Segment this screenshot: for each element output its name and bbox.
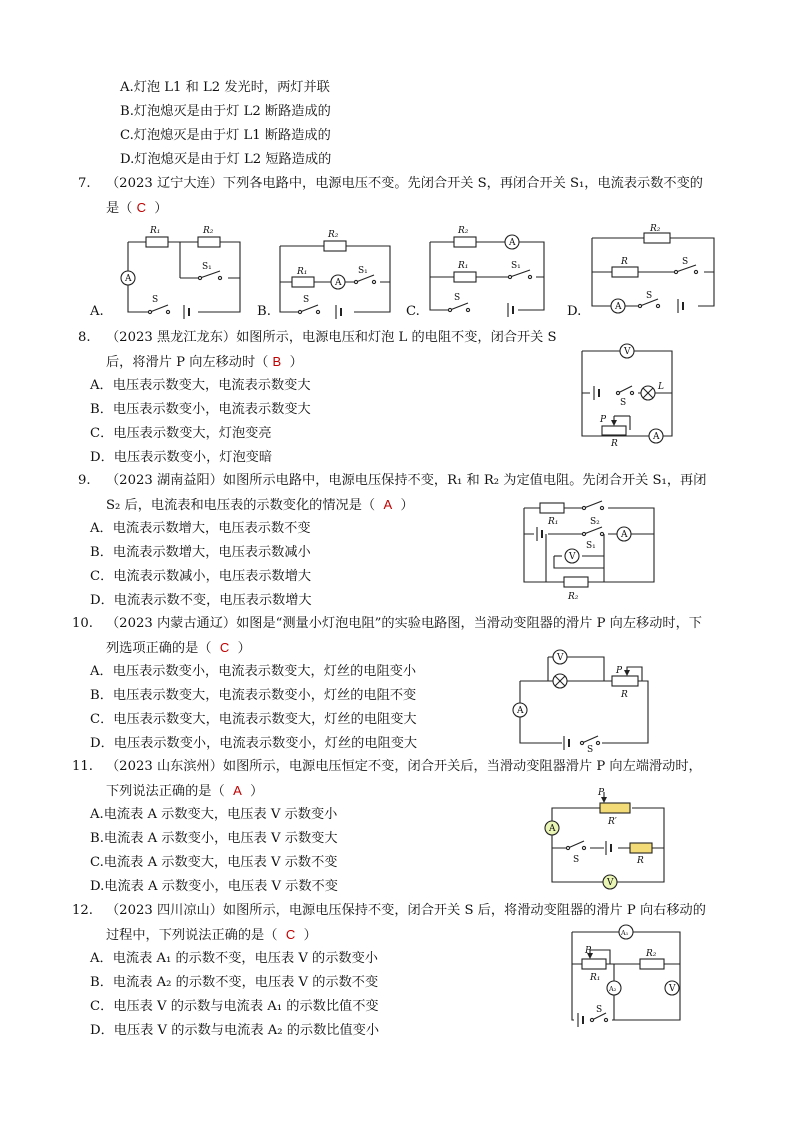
q9-stem-line2 [106,496,414,515]
q9-s1-label: S₁ [586,541,596,551]
q10-s-label: S [587,745,594,755]
q7c-r2-label: R₂ [458,226,469,236]
q8-option-c: C．电压表示数变大，灯泡变亮 [90,426,272,441]
q9-ammeter-label: A [621,530,628,540]
q11-r-label: R [637,856,644,866]
q7c-s-label: S [454,293,461,303]
q11-option-b: B.电流表 A 示数变小，电压表 V 示数变大 [90,831,338,846]
q10-answer: C [219,640,230,655]
q11-option-d: D.电流表 A 示数变小，电压表 V 示数不变 [90,879,338,894]
q11-stem-post: ） [250,784,264,799]
q7c-r1-label: R₁ [458,261,469,271]
q8-ammeter-label: A [653,432,660,442]
q12-r1-label: R₁ [590,973,601,983]
q12-voltmeter-label: V [669,984,676,994]
q12-a2-label: A₂ [609,985,617,993]
q9-circuit [514,496,662,602]
q6-option-c: C.灯泡熄灭是由于灯 L1 断路造成的 [120,128,331,143]
q7b-ammeter-label: A [335,278,342,288]
q12-stem-line2 [106,926,317,945]
q7c-ammeter-label: A [509,238,516,248]
q6-option-d: D.灯泡熄灭是由于灯 L2 短路造成的 [120,152,332,167]
q12-stem-post: ） [303,928,317,943]
q10-ammeter-label: A [517,706,524,716]
q8-stem-pre: 后，将滑片 P 向左移动时（ [106,355,269,370]
q10-stem-pre: 列选项正确的是（ [106,641,212,656]
q12-circuit [560,922,694,1030]
q7-circuit-a [108,220,244,320]
q10-r-label: R [621,690,628,700]
q7-circuit-d [582,222,722,318]
q8-r-label: R [611,439,618,449]
q10-option-b: B．电压表示数变大，电流表示数变小，灯丝的电阻不变 [90,688,417,703]
q10-circuit [508,645,658,753]
q12-answer: C [285,927,296,942]
q10-stem-line2 [106,639,251,658]
q9-option-a: A．电流表示数增大，电压表示数不变 [90,521,311,536]
q9-r1-label: R₁ [548,517,559,527]
q7b-r2-label: R₂ [328,230,339,240]
q7a-ammeter-label: A [125,274,132,284]
q7-fig-label-d: D. [567,304,582,319]
q12-number: 12. [72,903,93,918]
q7a-s-label: S [152,295,159,305]
q7-stem-post: ） [154,201,168,216]
q9-option-b: B．电流表示数增大，电压表示数减小 [90,545,311,560]
q7-fig-label-c: C. [406,304,420,319]
q7-stem-line2 [106,199,168,218]
q12-r2-label: R₂ [646,949,657,959]
q7-stem: （2023 辽宁大连）下列各电路中，电源电压不变。先闭合开关 S，再闭合开关 S₁，电流表示数不变的 [106,176,703,191]
q9-answer: A [383,497,393,512]
q7b-r1-label: R₁ [297,267,308,277]
q8-voltmeter-label: V [624,347,631,357]
q10-option-d: D．电压表示数变小，电流表示数变小，灯丝的电阻变大 [90,736,418,751]
q9-number: 9. [78,473,91,488]
q11-stem-line2 [106,782,263,801]
q7c-s1-label: S₁ [511,261,521,271]
q7-number: 7. [78,176,91,191]
q8-option-a: A．电压表示数变大，电流表示数变大 [90,378,311,393]
q9-voltmeter-label: V [569,552,576,562]
q10-stem: （2023 内蒙古通辽）如图是“测量小灯泡电阻”的实验电路图，当滑动变阻器的滑片 P 向左移动时，下 [106,616,702,631]
q9-stem-post: ） [400,498,414,513]
q7d-s2-label: S [646,291,653,301]
q12-a1-label: A₁ [621,929,629,937]
q8-number: 8. [78,330,91,345]
q7a-r2-label: R₂ [203,226,214,236]
q11-p-label: P [598,788,605,798]
q9-s2-label: S₂ [590,517,600,527]
q11-ammeter-label: A [549,824,556,834]
q8-circuit [574,338,686,449]
q12-p-label: P [585,946,592,956]
q7a-s1-label: S₁ [202,262,212,272]
q11-answer: A [233,783,242,798]
q7a-r1-label: R₁ [150,226,161,236]
q7d-ammeter-label: A [615,302,622,312]
q10-option-c: C．电压表示数变大，电流表示数变大，灯丝的电阻变大 [90,712,417,727]
q7d-s-label: S [682,257,689,267]
q11-circuit [540,786,670,894]
q11-option-a: A.电流表 A 示数变大，电压表 V 示数变小 [90,807,338,822]
q11-stem-pre: 下列说法正确的是（ [106,784,225,799]
q9-stem: （2023 湖南益阳）如图所示电路中，电源电压保持不变，R₁ 和 R₂ 为定值电阻。先闭合开关 S₁，再闭 [106,473,707,488]
q8-stem-post: ） [289,355,303,370]
q7-circuit-b [270,224,402,320]
q10-voltmeter-label: V [557,653,564,663]
q12-option-a: A．电流表 A₁ 的示数不变，电压表 V 的示数变小 [90,951,378,966]
q11-voltmeter-label: V [607,878,614,888]
q7d-r2-label: R₂ [650,224,661,234]
q8-option-b: B．电压表示数变小，电流表示数变大 [90,402,311,417]
q7d-r-label: R [621,257,628,267]
q6-option-b: B.灯泡熄灭是由于灯 L2 断路造成的 [120,104,331,119]
q12-option-d: D．电压表 V 的示数与电流表 A₂ 的示数比值变小 [90,1023,380,1038]
q7-circuit-c [420,222,556,318]
q12-stem-pre: 过程中，下列说法正确的是（ [106,928,278,943]
q12-option-c: C．电压表 V 的示数与电流表 A₁ 的示数比值不变 [90,999,379,1014]
q8-stem: （2023 黑龙江龙东）如图所示，电源电压和灯泡 L 的电阻不变，闭合开关 S [106,330,557,345]
q12-stem: （2023 四川凉山）如图所示，电源电压保持不变，闭合开关 S 后，将滑动变阻器的滑片 P 向右移动的 [106,903,706,918]
q8-p-label: P [600,415,607,425]
q7-fig-label-a: A. [90,304,104,319]
q11-option-c: C.电流表 A 示数变大，电压表 V 示数不变 [90,855,338,870]
q10-stem-post: ） [237,641,251,656]
q9-option-d: D．电流表示数不变，电压表示数增大 [90,593,312,608]
q8-stem-line2 [106,353,303,372]
q10-number: 10. [72,616,93,631]
q12-option-b: B．电流表 A₂ 的示数不变，电压表 V 的示数不变 [90,975,379,990]
q11-rp-label: R′ [608,817,617,827]
q8-lamp-label: L [658,382,664,392]
q7-answer: C [136,200,146,215]
q7b-s-label: S [303,295,310,305]
q7b-s1-label: S₁ [358,266,368,276]
q7-fig-label-b: B. [257,304,271,319]
q10-p-label: P [616,666,623,676]
q9-stem-pre: S₂ 后，电流表和电压表的示数变化的情况是（ [106,498,376,513]
q11-number: 11. [72,759,93,774]
q11-s-label: S [573,855,580,865]
q6-option-a: A.灯泡 L1 和 L2 发光时，两灯并联 [120,80,330,95]
q8-answer: B [272,354,282,369]
q10-option-a: A．电压表示数变小，电流表示数变大，灯丝的电阻变小 [90,664,417,679]
q8-option-d: D．电压表示数变小，灯泡变暗 [90,450,273,465]
q11-stem: （2023 山东滨州）如图所示，电源电压恒定不变，闭合开关后，当滑动变阻器滑片 P 向左端滑动时， [106,759,702,774]
q12-s-label: S [596,1005,603,1015]
q9-r2-label: R₂ [568,592,579,602]
q9-option-c: C．电流表示数减小，电压表示数增大 [90,569,312,584]
q7-stem-pre: 是（ [106,201,133,216]
q8-s-label: S [620,398,627,408]
